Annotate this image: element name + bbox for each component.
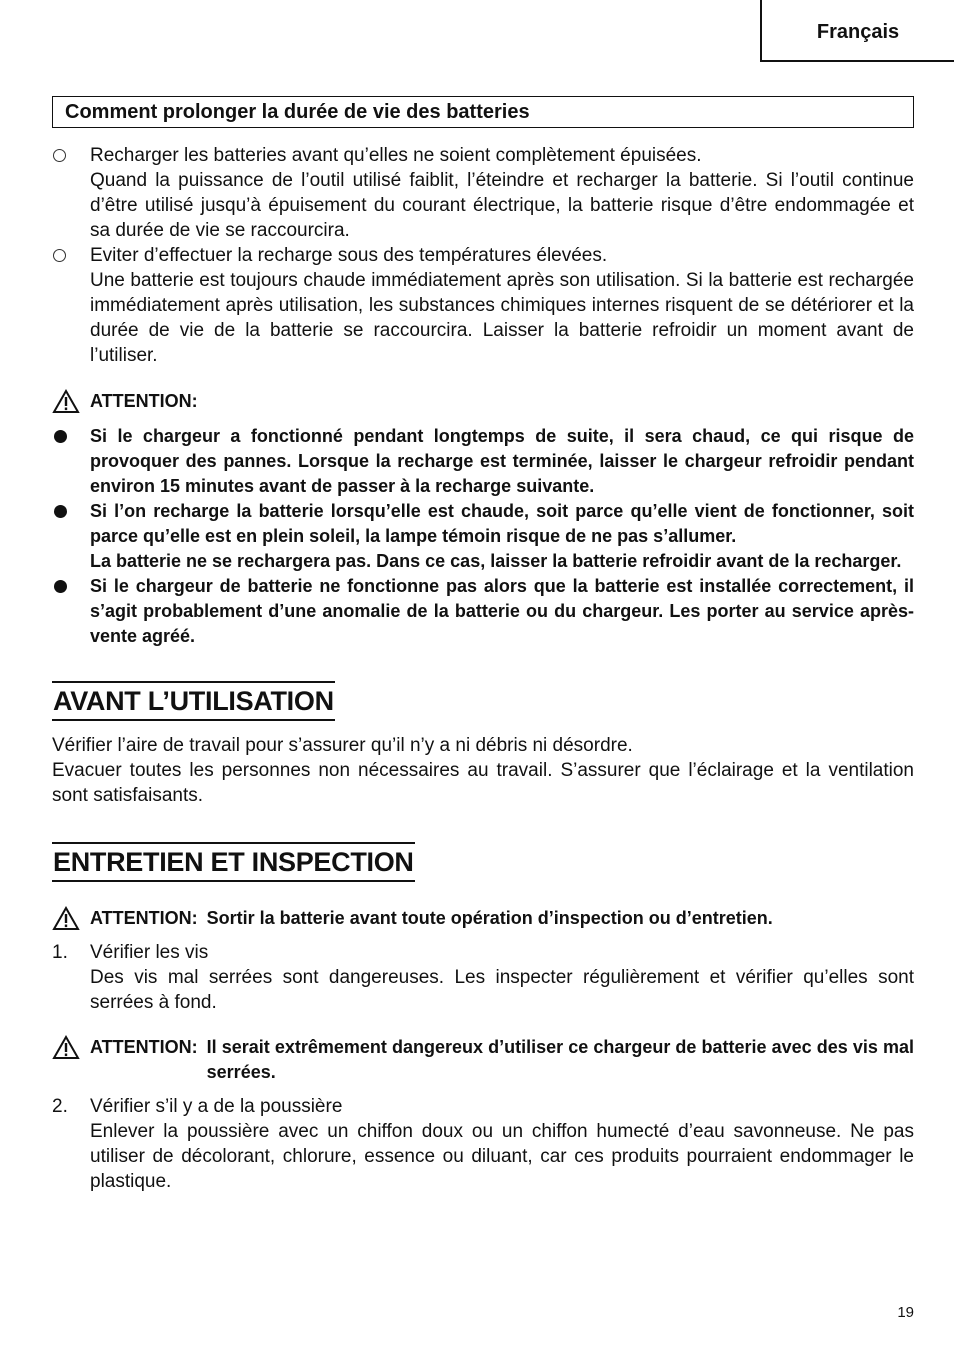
item-number: 2. — [52, 1096, 68, 1117]
warning-triangle-icon — [52, 1035, 80, 1060]
attention-text: Il serait extrêmement dangereux d’utiliser ce chargeur de batterie avec des vis mal serrées. — [206, 1037, 914, 1082]
attention-item-2-extra: La batterie ne se rechargera pas. Dans ce cas, laisser la batterie refroidir avant de la recharger. — [90, 551, 902, 571]
check-dust-body: Enlever la poussière avec un chiffon doux ou un chiffon humecté d’eau savonneuse. Ne pas utiliser de décolorant, chlorure, essence ou diluant, car ces produits pourraient endommager le plastique. — [90, 1121, 914, 1192]
maintenance-heading: ENTRETIEN ET INSPECTION — [52, 842, 415, 882]
attention-item-2-text: Si l’on recharge la batterie lorsqu’elle est chaude, soit parce qu’elle vient de fonctionner, soit parce qu’elle est en plein soleil, la lampe témoin risque de ne pas s’allumer. — [90, 501, 914, 546]
language-label: Français — [816, 20, 900, 43]
page-number: 19 — [897, 1304, 914, 1321]
warning-triangle-icon — [52, 906, 80, 931]
page-content — [52, 96, 914, 1194]
before-use-heading: AVANT L’UTILISATION — [52, 681, 335, 721]
item-number: 1. — [52, 942, 68, 963]
check-screws-title: Vérifier les vis — [90, 942, 209, 963]
before-use-line-2: Evacuer toutes les personnes non nécessaires au travail. S’assurer que l’éclairage et la ventilation sont satisfaisants. — [52, 760, 914, 806]
attention-item-1-text: Si le chargeur a fonctionné pendant longtemps de suite, il sera chaud, ce qui risque de provoquer des pannes. Lorsque la recharge est terminée, laisser le chargeur refroidir pendant environ 15 minutes avant de passer à la recharge suivante. — [90, 426, 914, 496]
attention-item-3-text: Si le chargeur de batterie ne fonctionne pas alors que la batterie est installée correctement, il s’agit probablement d’une anomalie de la batterie ou du chargeur. Les porter au service après-vente agréé. — [90, 576, 914, 646]
before-use-line-1: Vérifier l’aire de travail pour s’assurer qu’il n’y a ni débris ni désordre. — [52, 735, 633, 756]
language-tab — [760, 0, 954, 62]
attention-label: ATTENTION: — [90, 908, 198, 928]
battery-tip-2-lead: Eviter d’effectuer la recharge sous des températures élevées. — [90, 245, 608, 266]
battery-life-title: Comment prolonger la durée de vie des batteries — [52, 96, 914, 128]
attention-remove-battery — [52, 906, 914, 931]
attention-item-3 — [52, 574, 914, 649]
battery-tip-2-body: Une batterie est toujours chaude immédiatement après son utilisation. Si la batterie est rechargée immédiatement après utilisation, les substances chimiques internes risquent de se détériorer et la durée de vie de la batterie se raccourcira. Laisser la batterie refroidir un moment avant de l’utiliser. — [90, 270, 914, 366]
attention-text: Sortir la batterie avant toute opération d’inspection ou d’entretien. — [206, 908, 773, 928]
attention-loose-screws — [52, 1035, 914, 1085]
battery-tip-1-lead: Recharger les batteries avant qu’elles ne soient complètement épuisées. — [90, 145, 702, 166]
battery-tip-1-body: Quand la puissance de l’outil utilisé faiblit, l’éteindre et recharger la batterie. Si l’outil continue d’être utilisé jusqu’à épuisement du courant électrique, la batterie risque d’être endommagée et sa durée de vie se raccourcira. — [90, 170, 914, 241]
attention-item-1 — [52, 424, 914, 499]
battery-tip-1 — [52, 143, 914, 243]
warning-triangle-icon — [52, 389, 80, 414]
attention-label: ATTENTION: — [90, 1037, 198, 1057]
attention-item-2 — [52, 499, 914, 574]
check-dust-title: Vérifier s’il y a de la poussière — [90, 1096, 343, 1117]
check-screws-body: Des vis mal serrées sont dangereuses. Les inspecter régulièrement et vérifier qu’elles sont serrées à fond. — [90, 967, 914, 1013]
attention-label: ATTENTION: — [90, 391, 198, 411]
check-dust — [52, 1094, 914, 1194]
battery-tip-2 — [52, 243, 914, 368]
attention-charger — [52, 389, 914, 414]
check-screws — [52, 940, 914, 1015]
